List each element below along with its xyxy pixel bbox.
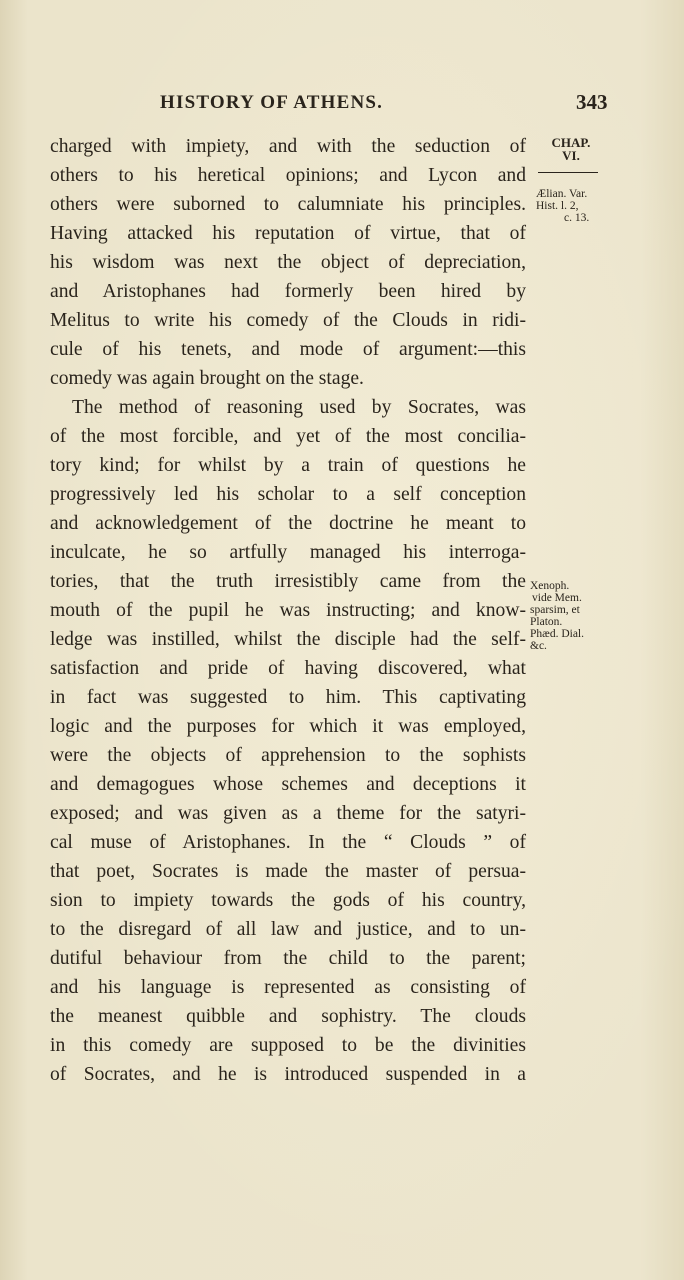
margin-note-line: c. 13.: [564, 212, 590, 224]
text-line: ledge was instilled, whilst the disciple had the self-: [50, 629, 526, 650]
text-line: others were suborned to calumniate his principles.: [50, 194, 526, 215]
margin-note-line: Ælian. Var.: [536, 188, 588, 200]
text-line: in fact was suggested to him. This captivating: [50, 687, 526, 708]
text-line: of the most forcible, and yet of the most concilia-: [50, 426, 526, 447]
text-line: satisfaction and pride of having discovered, what: [50, 658, 526, 679]
text-line: inculcate, he so artfully managed his interroga-: [50, 542, 526, 563]
text-line: mouth of the pupil he was instructing; and know-: [50, 600, 526, 621]
chapter-marker: [546, 136, 596, 162]
text-line: were the objects of apprehension to the sophists: [50, 745, 526, 766]
text-line: cule of his tenets, and mode of argument:—this: [50, 339, 526, 360]
chapter-number: VI.: [562, 148, 580, 163]
text-line: and acknowledgement of the doctrine he meant to: [50, 513, 526, 534]
chapter-label: CHAP.: [551, 135, 591, 150]
margin-note-line: Hist. l. 2,: [536, 200, 579, 212]
text-line: the meanest quibble and sophistry. The clouds: [50, 1006, 526, 1027]
text-line: exposed; and was given as a theme for the satyri-: [50, 803, 526, 824]
margin-note-line: Platon.: [530, 616, 563, 628]
text-line: and his language is represented as consisting of: [50, 977, 526, 998]
text-line: The method of reasoning used by Socrates, was: [72, 397, 526, 418]
text-line: and demagogues whose schemes and deceptions it: [50, 774, 526, 795]
text-line: tories, that the truth irresistibly came from the: [50, 571, 526, 592]
text-line: tory kind; for whilst by a train of questions he: [50, 455, 526, 476]
text-line: Having attacked his reputation of virtue, that of: [50, 223, 526, 244]
text-line: cal muse of Aristophanes. In the “ Clouds ” of: [50, 832, 526, 853]
text-line: sion to impiety towards the gods of his country,: [50, 890, 526, 911]
body-text: [50, 132, 526, 1089]
chapter-rule: [538, 172, 598, 173]
text-line: comedy was again brought on the stage.: [50, 368, 364, 389]
text-line: charged with impiety, and with the seduction of: [50, 136, 526, 157]
text-line: dutiful behaviour from the child to the parent;: [50, 948, 526, 969]
running-title: HISTORY OF ATHENS.: [160, 92, 384, 113]
text-line: to the disregard of all law and justice, and to un-: [50, 919, 526, 940]
text-line: Melitus to write his comedy of the Clouds in ridi-: [50, 310, 526, 331]
page-number: 343: [576, 90, 608, 114]
margin-note-line: Phæd. Dial.: [530, 628, 584, 640]
text-line: logic and the purposes for which it was employed,: [50, 716, 526, 737]
text-line: his wisdom was next the object of depreciation,: [50, 252, 526, 273]
text-line: and Aristophanes had formerly been hired by: [50, 281, 526, 302]
text-line: others to his heretical opinions; and Lycon and: [50, 165, 526, 186]
margin-note-line: Xenoph.: [530, 580, 570, 592]
text-line: in this comedy are supposed to be the divinities: [50, 1035, 526, 1056]
margin-note-line: &c.: [530, 640, 547, 652]
margin-note-xenophon: [530, 580, 584, 652]
text-line: progressively led his scholar to a self conception: [50, 484, 526, 505]
text-line: of Socrates, and he is introduced suspended in a: [50, 1064, 526, 1085]
margin-note-line: sparsim, et: [530, 604, 580, 616]
text-line: that poet, Socrates is made the master of persua-: [50, 861, 526, 882]
margin-note-line: vide Mem.: [532, 592, 582, 604]
margin-note-aelian: [536, 188, 589, 224]
